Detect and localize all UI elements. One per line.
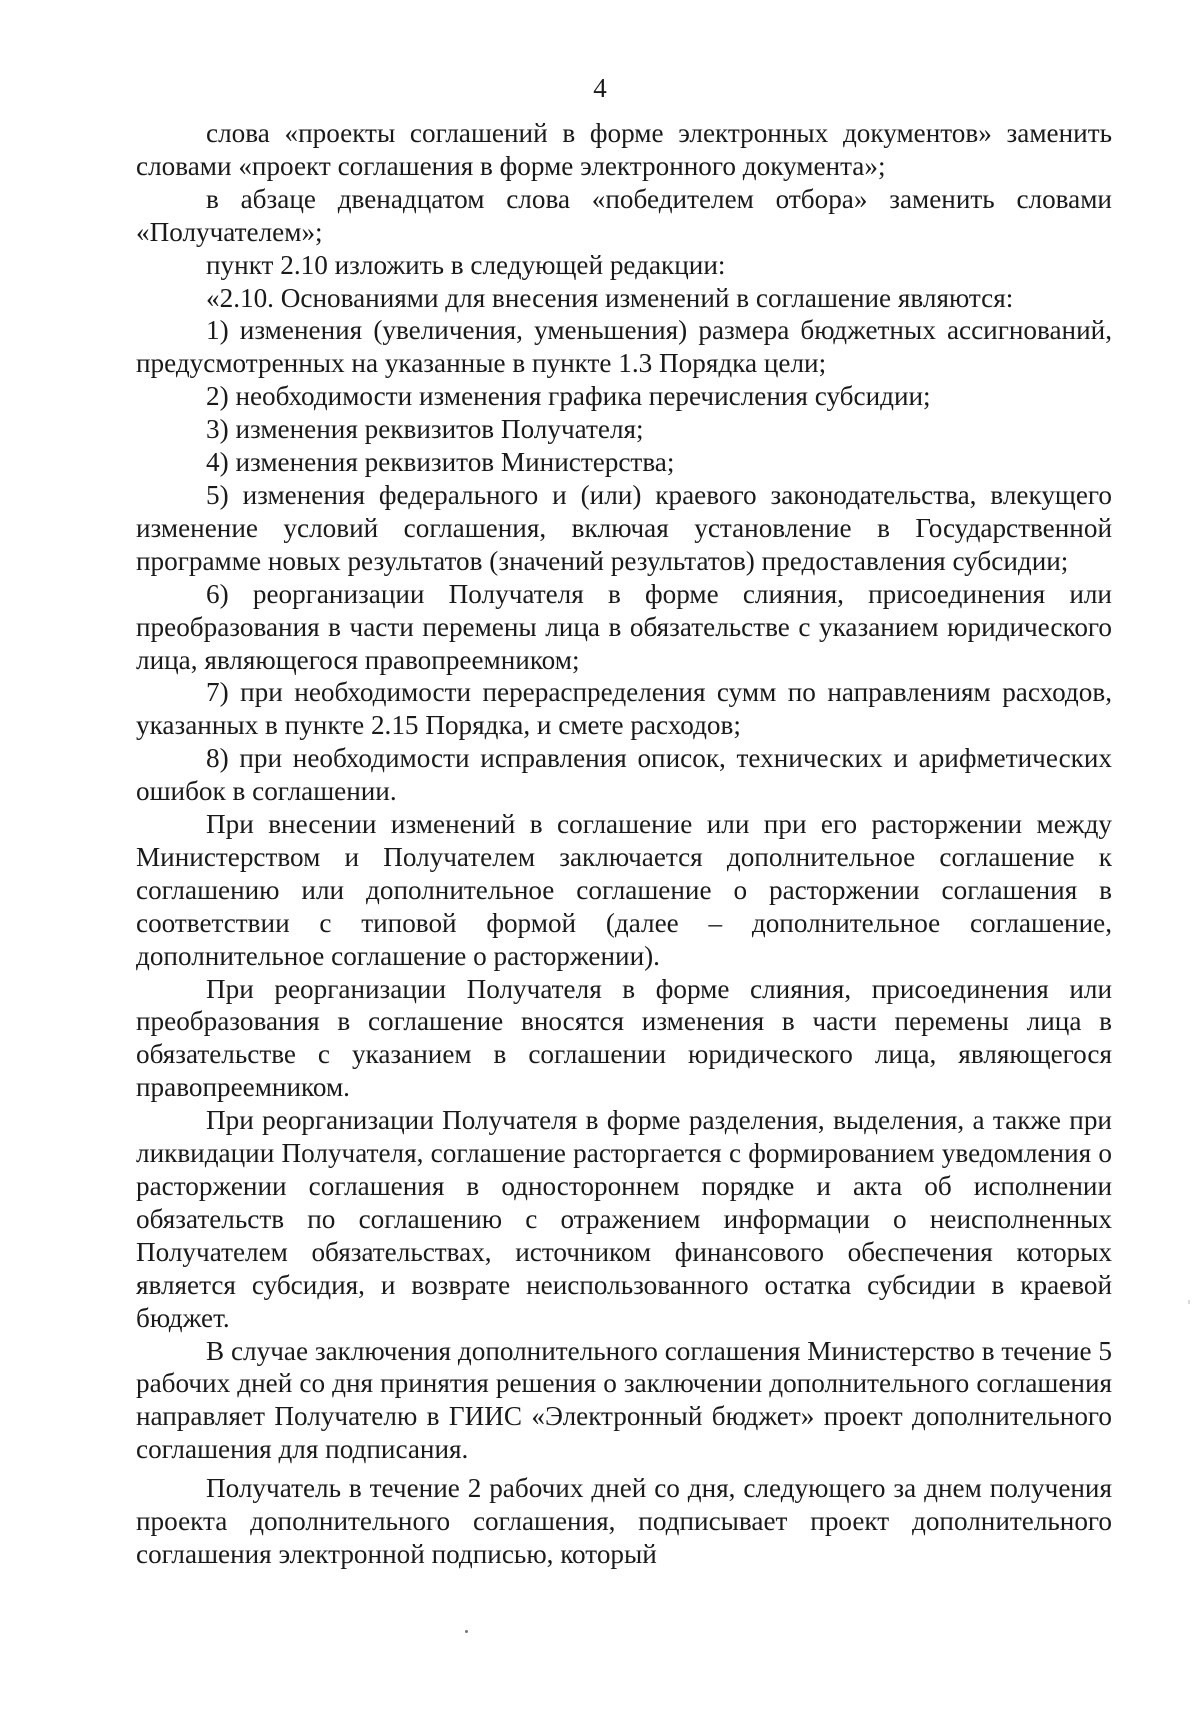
list-item: 1) изменения (увеличения, уменьшения) размера бюджетных ассигнований, предусмотренных на указанные в пункте 1.3 Порядка цели; bbox=[136, 315, 1112, 379]
list-item: 6) реорганизации Получателя в форме слияния, присоединения или преобразования в части перемены лица в обязательстве с указанием юридического лица, являющегося правопреемником; bbox=[136, 578, 1112, 675]
list-item: 2) необходимости изменения графика перечисления субсидии; bbox=[206, 381, 931, 412]
paragraph: слова «проекты соглашений в форме электронных документов» заменить словами «проект соглашения в форме электронного документа»; bbox=[136, 118, 1112, 181]
paragraph: пункт 2.10 изложить в следующей редакции: bbox=[206, 249, 726, 280]
paragraph: При реорганизации Получателя в форме разделения, выделения, а также при ликвидации Получателя, соглашение расторгается с формированием уведомления о расторжении соглашения в одностороннем порядке и акта об исполнении обязательств по соглашению с отражением информации о неисполненных Получателем обязательствах, источником финансового обеспечения которых является субсидия, и возврате неиспользованного остатка субсидии в краевой бюджет. bbox=[136, 1105, 1112, 1333]
document-body bbox=[136, 117, 1112, 1571]
paragraph: Получатель в течение 2 рабочих дней со дня, следующего за днем получения проекта дополнительного соглашения, подписывает проект дополнительного соглашения электронной подписью, который bbox=[136, 1473, 1112, 1569]
paragraph: При внесении изменений в соглашение или при его расторжении между Министерством и Получателем заключается дополнительное соглашение к соглашению или дополнительное соглашение о расторжении соглашения в соответствии с типовой формой (далее – дополнительное соглашение, дополнительное соглашение о расторжении). bbox=[136, 809, 1112, 971]
scan-edge-artifact bbox=[1188, 0, 1190, 1717]
list-item: 7) при необходимости перераспределения сумм по направлениям расходов, указанных в пункте 2.15 Порядка, и смете расходов; bbox=[136, 677, 1112, 741]
list-item: 3) изменения реквизитов Получателя; bbox=[206, 414, 644, 445]
scan-speck bbox=[465, 1630, 468, 1633]
paragraph: «2.10. Основаниями для внесения изменений в соглашение являются: bbox=[206, 282, 1014, 313]
list-item: 8) при необходимости исправления описок, технических и арифметических ошибок в соглашении. bbox=[136, 743, 1112, 807]
paragraph: В случае заключения дополнительного соглашения Министерство в течение 5 рабочих дней со дня принятия решения о заключении дополнительного соглашения направляет Получателю в ГИИС «Электронный бюджет» проект дополнительного соглашения для подписания. bbox=[136, 1335, 1112, 1465]
paragraph: в абзаце двенадцатом слова «победителем отбора» заменить словами «Получателем»; bbox=[136, 183, 1112, 247]
paragraph: При реорганизации Получателя в форме слияния, присоединения или преобразования в соглашение вносятся изменения в части перемены лица в обязательстве с указанием в соглашении юридического лица, являющегося правопреемником. bbox=[136, 973, 1112, 1103]
page-number: 4 bbox=[593, 73, 607, 103]
list-item: 4) изменения реквизитов Министерства; bbox=[206, 447, 675, 478]
list-item: 5) изменения федерального и (или) краевого законодательства, влекущего изменение условий соглашения, включая установление в Государственной программе новых результатов (значений результатов) предоставления субсидии; bbox=[136, 479, 1112, 576]
